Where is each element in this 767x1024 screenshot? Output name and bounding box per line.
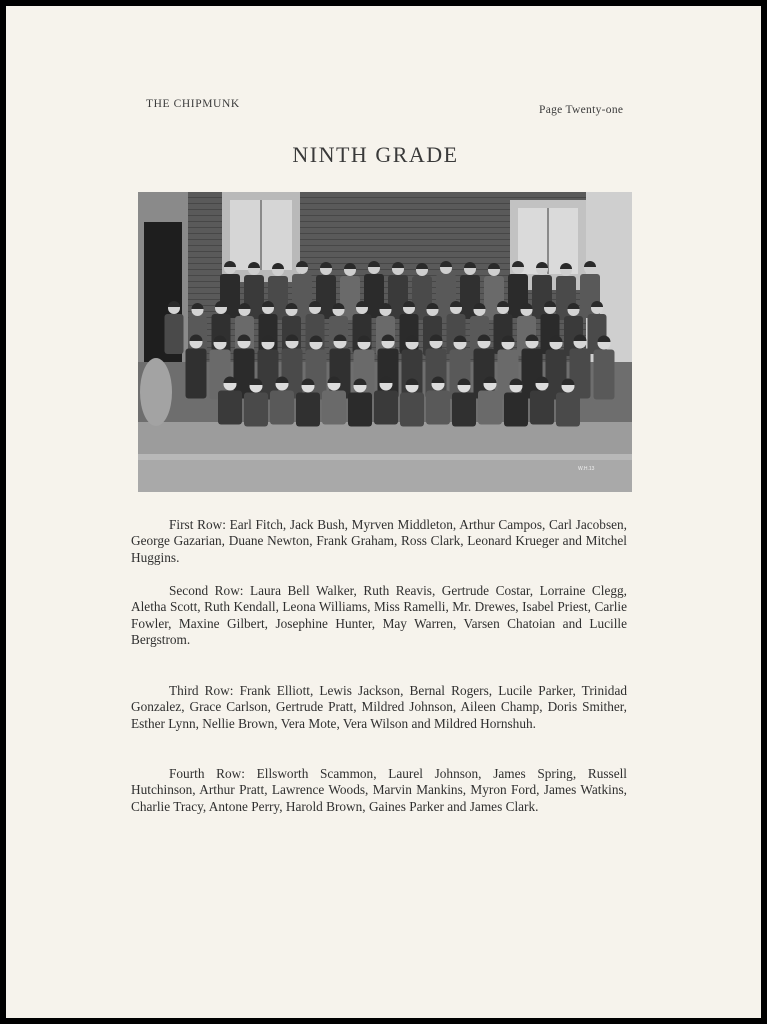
first-row-caption	[131, 517, 627, 566]
yearbook-page	[6, 6, 761, 1018]
photographer-mark: W.H.13	[578, 466, 595, 472]
page-title: NINTH GRADE	[292, 142, 459, 167]
page-number: Page Twenty-one	[539, 104, 624, 116]
first-row-names: First Row: Earl Fitch, Jack Bush, Myrven Middleton, Arthur Campos, Carl Jacobsen, George Gazarian, Duane Newton, Frank Graham, Ross Clark, Leonard Krueger and Mitchel Huggins.	[131, 517, 627, 565]
fourth-row-caption	[131, 766, 627, 815]
third-row-names: Third Row: Frank Elliott, Lewis Jackson, Bernal Rogers, Lucile Parker, Trinidad Gonzalez, Grace Carlson, Gertrude Pratt, Mildred Johnson, Aileen Champ, Doris Smither, Esther Lynn, Nellie Brown, Vera Mote, Vera Wilson and Mildred Hornshuh.	[131, 683, 627, 731]
second-row-caption	[131, 583, 627, 648]
fourth-row-names: Fourth Row: Ellsworth Scammon, Laurel Johnson, James Spring, Russell Hutchinson, Arthur Pratt, Lawrence Woods, Marvin Mankins, Myron Ford, James Watkins, Charlie Tracy, Antone Perry, Harold Brown, Gaines Parker and James Clark.	[131, 766, 627, 814]
third-row-caption	[131, 683, 627, 732]
class-photo-image	[138, 192, 632, 492]
class-photo	[138, 192, 632, 492]
publication-name: THE CHIPMUNK	[146, 98, 240, 110]
second-row-names: Second Row: Laura Bell Walker, Ruth Reavis, Gertrude Costar, Lorraine Clegg, Aletha Scott, Ruth Kendall, Leona Williams, Miss Ramelli, Mr. Drewes, Isabel Priest, Carlie Fowler, Maxine Gilbert, Josephine Hunter, May Warren, Varsen Chatoian and Lucille Bergstrom.	[131, 583, 627, 647]
